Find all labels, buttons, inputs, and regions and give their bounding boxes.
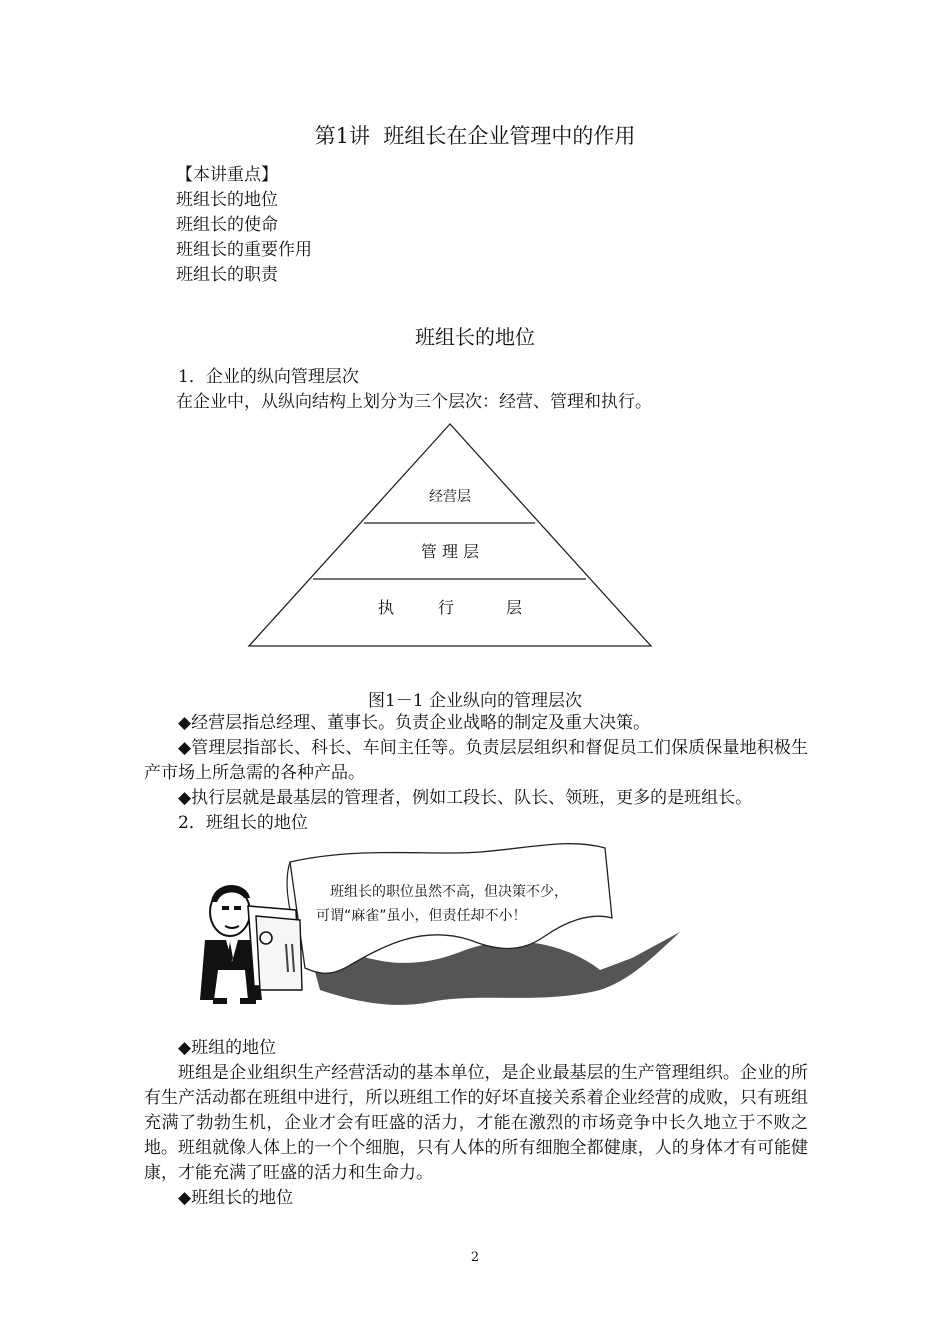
speech-line-1: 班组长的职位虽然不高，但决策不少， — [330, 884, 568, 900]
key-point-item: 班组长的使命 — [176, 215, 278, 235]
key-point-item: 班组长的地位 — [176, 190, 278, 210]
section-title: 班组长的地位 — [415, 325, 535, 349]
bullet-management: ◆管理层指部长、科长、车间主任等。负责层层组织和督促员工们保质保量地积极生产市场上所急需的各种产品。 — [144, 738, 808, 783]
figure-caption: 图1－1 企业纵向的管理层次 — [367, 691, 583, 711]
team-heading: ◆班组的地位 — [178, 1038, 277, 1058]
key-point-item: 班组长的重要作用 — [176, 240, 312, 260]
bullet-execution: ◆执行层就是最基层的管理者，例如工段长、队长、领班，更多的是班组长。 — [178, 788, 753, 808]
key-point-item: 班组长的职责 — [176, 265, 278, 285]
layer-execution-char: 行 — [437, 598, 455, 617]
leader-heading: ◆班组长的地位 — [178, 1188, 294, 1208]
bullet-operation: ◆经营层指总经理、董事长。负责企业战略的制定及重大决策。 — [178, 713, 651, 733]
layer-management: 管 理 层 — [420, 542, 480, 561]
intro-text: 在企业中，从纵向结构上划分为三个层次：经营、管理和执行。 — [176, 392, 652, 412]
layer-execution-char: 执 — [377, 598, 395, 617]
subheading-2: 2．班组长的地位 — [178, 813, 308, 833]
layer-execution-char: 层 — [505, 598, 523, 617]
team-paragraph: 班组是企业组织生产经营活动的基本单位，是企业最基层的生产管理组织。企业的所有生产活动都在班组中进行，所以班组工作的好坏直接关系着企业经营的成败，只有班组充满了勃勃生机，企业才会有旺盛的活力，才能在激烈的市场竞争中长久地立于不败之地。班组就像人体上的一个个细胞，只有人体的所有细胞全都健康，人的身体才有可能健康，才能充满了旺盛的活力和生命力。 — [144, 1063, 808, 1183]
folder-icon — [248, 906, 302, 990]
key-points-heading: 【本讲重点】 — [176, 165, 278, 185]
speech-line-2: 可谓“麻雀”虽小，但责任却不小！ — [316, 908, 527, 924]
subheading-1: 1．企业的纵向管理层次 — [178, 367, 359, 387]
page-number: 2 — [470, 1250, 480, 1265]
lecture-number: 第1讲 — [314, 124, 370, 148]
layer-operation: 经营层 — [429, 489, 471, 505]
lecture-title: 班组长在企业管理中的作用 — [383, 124, 636, 148]
speech-illustration — [0, 840, 950, 1020]
